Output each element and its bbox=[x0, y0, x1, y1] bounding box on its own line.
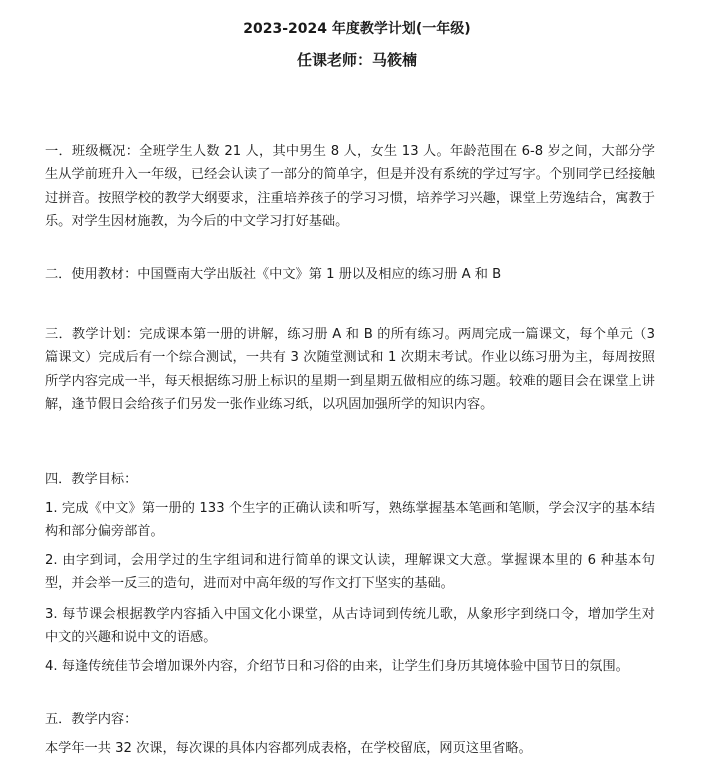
section-goals-heading: 四．教学目标： bbox=[45, 472, 138, 487]
section-class-overview: 一．班级概况：全班学生人数 21 人，其中男生 8 人，女生 13 人。年龄范围在 6-8 岁之间，大部分学生从学前班升入一年级，已经会认读了一部分的简单字，但是并没有系统的学过写字。个别同学已经接触过拼音。按照学校的教学大纲要求，注重培养孩子的学习习惯，培养学习兴趣，课堂上劳逸结合，寓教于乐。对学生因材施教，为今后的中文学习打好基础。 bbox=[45, 144, 655, 229]
section-content-text: 本学年一共 32 次课，每次课的具体内容都列成表格，在学校留底，网页这里省略。 bbox=[45, 741, 532, 756]
page-title: 2023-2024 年度教学计划(一年级) bbox=[243, 21, 471, 37]
section-textbook: 二．使用教材：中国暨南大学出版社《中文》第 1 册以及相应的练习册 A 和 B bbox=[45, 267, 502, 282]
goal-item-4: 4. 每逢传统佳节会增加课外内容，介绍节日和习俗的由来，让学生们身历其境体验中国节日的氛围。 bbox=[45, 659, 629, 674]
section-teaching-plan: 三．教学计划：完成课本第一册的讲解，练习册 A 和 B 的所有练习。两周完成一篇课文，每个单元（3 篇课文）完成后有一个综合测试，一共有 3 次随堂测试和 1 次期末考试。作业以练习册为主，每周按照所学内容完成一半，每天根据练习册上标识的星期一到星期五做相应的练习题。较难的题目会在课堂上讲解，逢节假日会给孩子们另发一张作业练习纸，以巩固加强所学的知识内容。 bbox=[45, 327, 655, 412]
goal-item-2: 2. 由字到词，会用学过的生字组词和进行简单的课文认读，理解课文大意。掌握课本里的 6 种基本句型，并会举一反三的造句，进而对中高年级的写作文打下坚实的基础。 bbox=[45, 553, 655, 592]
teacher-line: 任课老师：马筱楠 bbox=[296, 51, 417, 69]
goal-item-1: 1. 完成《中文》第一册的 133 个生字的正确认读和听写，熟练掌握基本笔画和笔顺，学会汉字的基本结构和部分偏旁部首。 bbox=[45, 501, 655, 540]
goal-item-3: 3. 每节课会根据教学内容插入中国文化小课堂，从古诗词到传统儿歌，从象形字到绕口令，增加学生对中文的兴趣和说中文的语感。 bbox=[45, 607, 655, 646]
section-content-heading: 五．教学内容： bbox=[45, 712, 138, 727]
